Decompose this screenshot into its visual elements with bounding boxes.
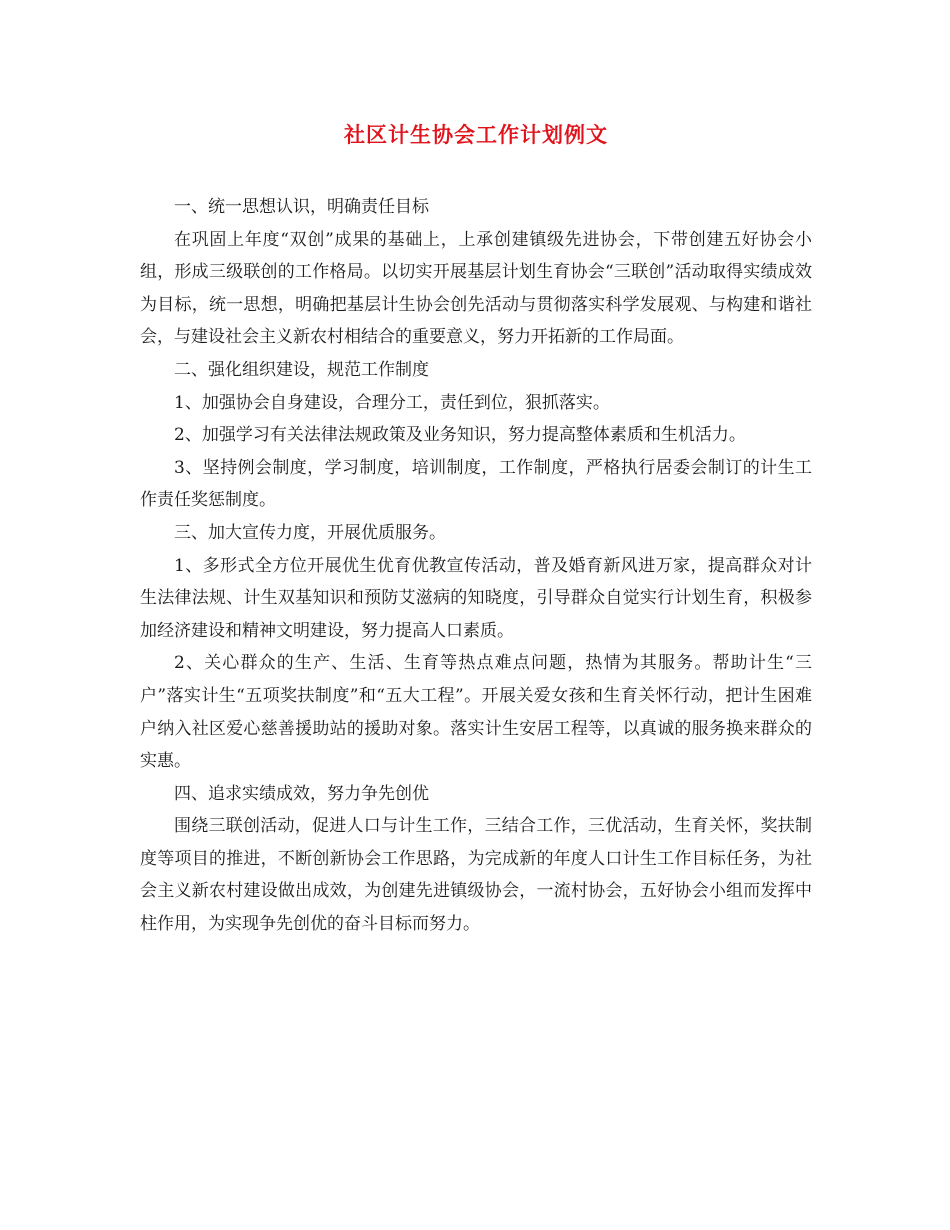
paragraph-item-2-2: 2、加强学习有关法律法规政策及业务知识，努力提高整体素质和生机活力。 [174, 425, 746, 446]
paragraph-item-2-1: 1、加强协会自身建设，合理分工，责任到位，狠抓落实。 [174, 392, 610, 413]
document-page [140, 115, 812, 941]
paragraph-section-4: 围绕三联创活动，促进人口与计生工作，三结合工作，三优活动，生育关怀，奖扶制度等项目的推进，不断创新协会工作思路，为完成新的年度人口计生工作目标任务，为社会主义新农村建设做出成效，为创建先进镇级协会，一流村协会，五好协会小组而发挥中柱作用，为实现争先创优的奋斗目标而努力。 [140, 816, 812, 935]
paragraph-item-3-1: 1、多形式全方位开展优生优育优教宣传活动，普及婚育新风进万家，提高群众对计生法律法规、计生双基知识和预防艾滋病的知晓度，引导群众自觉实行计划生育，积极参加经济建设和精神文明建设，努力提高人口素质。 [140, 555, 812, 641]
section-heading-1: 一、统一思想认识，明确责任目标 [174, 197, 429, 217]
paragraph-item-2-3: 3、坚持例会制度，学习制度，培训制度，工作制度，严格执行居委会制订的计生工作责任奖惩制度。 [140, 457, 812, 511]
section-heading-2: 二、强化组织建设，规范工作制度 [174, 359, 429, 380]
section-heading-4: 四、追求实绩成效，努力争先创优 [174, 783, 429, 804]
document-title: 社区计生协会工作计划例文 [344, 122, 608, 147]
paragraph-section-1: 在巩固上年度“双创”成果的基础上，上承创建镇级先进协会，下带创建五好协会小组，形成三级联创的工作格局。以切实开展基层计划生育协会“三联创”活动取得实绩成效为目标，统一思想，明确把基层计生协会创先活动与贯彻落实科学发展观、与构建和谐社会，与建设社会主义新农村相结合的重要意义，努力开拓新的工作局面。 [140, 229, 812, 348]
section-heading-3: 三、加大宣传力度，开展优质服务。 [174, 522, 446, 543]
paragraph-item-3-2: 2、关心群众的生产、生活、生育等热点难点问题，热情为其服务。帮助计生“三户”落实计生“五项奖扶制度”和“五大工程”。开展关爱女孩和生育关怀行动，把计生困难户纳入社区爱心慈善援助站的援助对象。落实计生安居工程等，以真诚的服务换来群众的实惠。 [140, 653, 812, 772]
